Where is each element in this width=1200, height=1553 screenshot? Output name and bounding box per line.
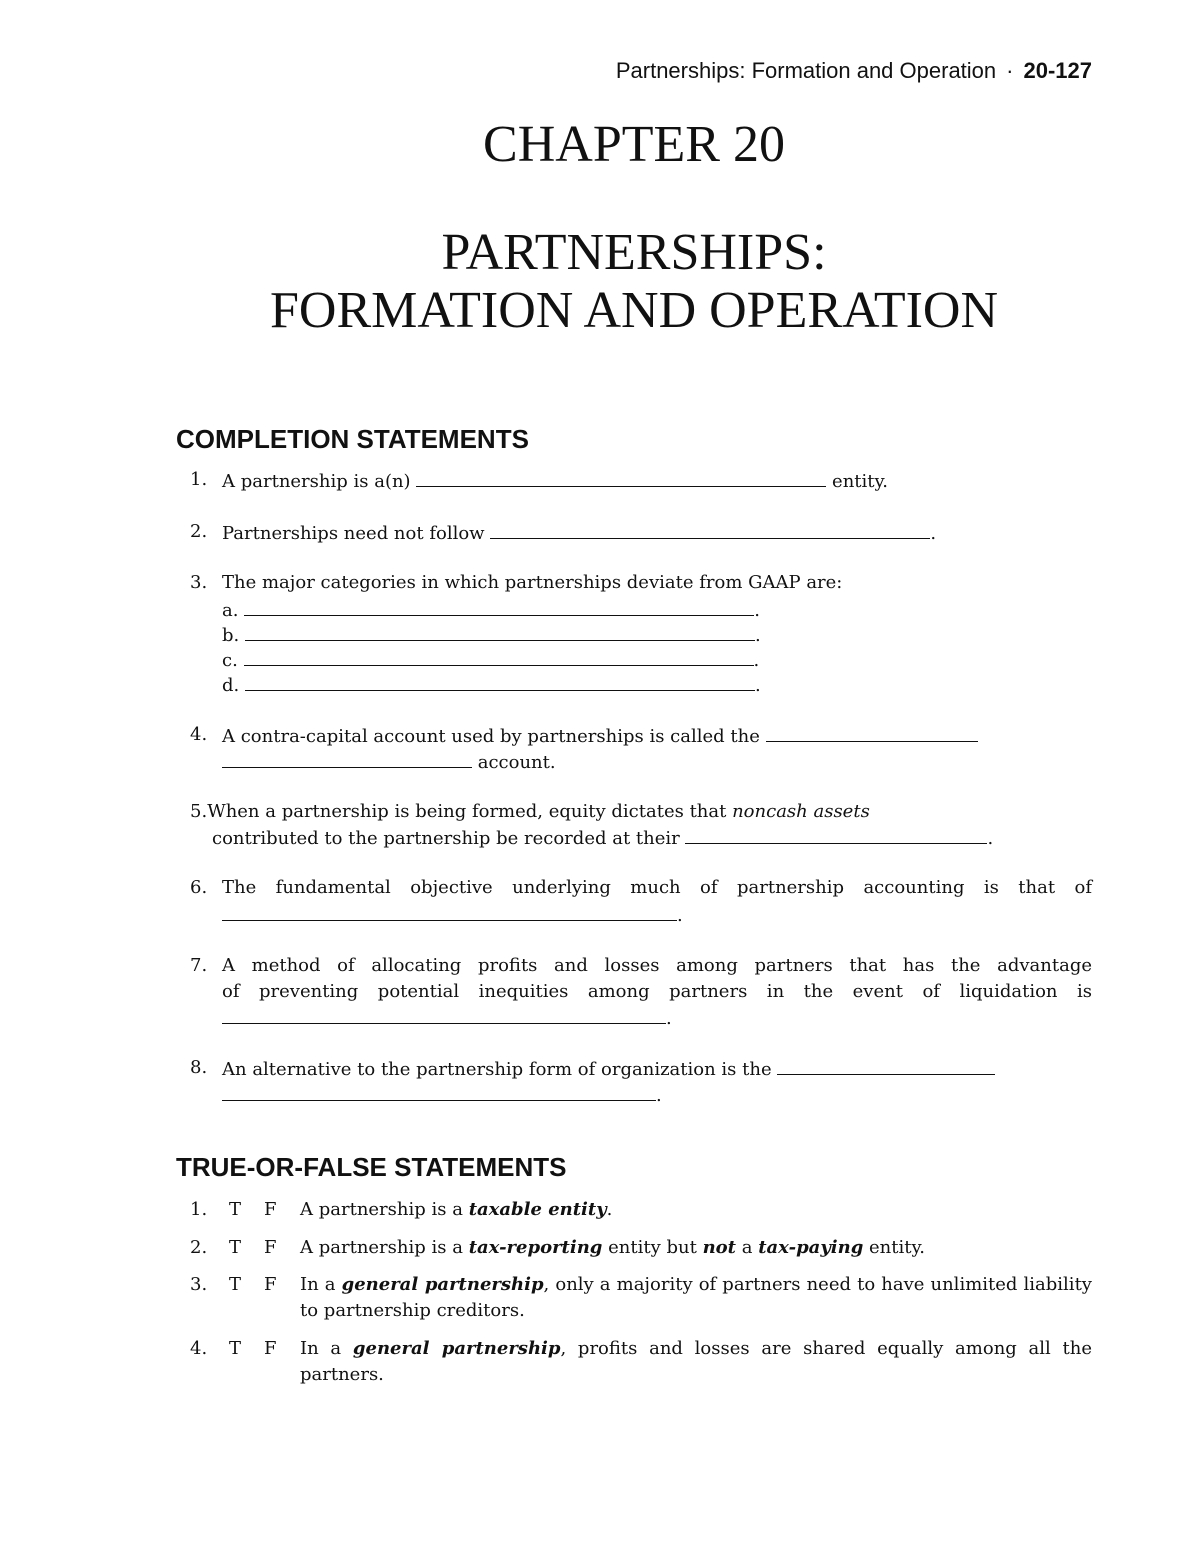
page-number: 20-127 [1023,58,1092,83]
tf-q3-pre: In a [300,1274,336,1295]
tf-q4-pre: In a [300,1338,342,1359]
tf-q2-pre: A partnership is a [300,1237,463,1258]
tf-q3-text [300,1272,1092,1324]
q3-number: 3. [190,572,208,593]
tf-q1-true-option[interactable]: T [229,1199,242,1220]
completion-heading: COMPLETION STATEMENTS [176,424,529,454]
q7-line3 [222,1005,672,1031]
q1-pre: A partnership is a(n) [222,471,411,492]
q7-number: 7. [190,955,208,976]
q8-line2 [222,1082,662,1108]
tf-q4-line1-post: , profits and losses are shared equally among all [560,1338,1051,1359]
q3-item-b-label: b. [222,625,240,646]
tf-q2-number: 2. [190,1237,208,1258]
q7-line1: A method of allocating profits and losses among partners that has the advantage [222,955,1092,976]
tf-q3-false-option[interactable]: F [264,1274,277,1295]
q4-blank-2[interactable] [222,749,472,768]
q6-post: . [677,905,683,926]
q1-number: 1. [190,469,208,490]
q1-text [222,468,888,494]
q8-post: . [656,1085,662,1106]
q3-item-c [222,647,759,673]
q3-item-d [222,672,761,698]
q8-line1 [222,1056,995,1082]
tf-q4-false-option[interactable]: F [264,1338,277,1359]
tf-q1-emphasis: taxable entity [468,1199,607,1220]
tf-q3-number: 3. [190,1274,208,1295]
tf-q3-line1-post: , only a majority of partners need to have [543,1274,925,1295]
tf-q2-false-option[interactable]: F [264,1237,277,1258]
tf-q4-emphasis: general partnership [352,1338,561,1359]
chapter-title-line2: FORMATION AND OPERATION [269,282,999,339]
q3-blank-b[interactable] [245,622,755,641]
q8-pre: An alternative to the partnership form of organization is the [222,1059,772,1080]
tf-q3-line2: unlimited liability to partnership creditors. [300,1274,1092,1321]
q5-line2 [212,825,993,851]
tf-q2-mid-1: entity but [608,1237,697,1258]
q4-number: 4. [190,724,208,745]
tf-q2-true-option[interactable]: T [229,1237,242,1258]
q7-blank[interactable] [222,1005,666,1024]
q7-line2: of preventing potential inequities among partners in the event of liquidation is [222,981,1092,1002]
q3-item-c-label: c. [222,650,238,671]
q4-post: account. [477,752,556,773]
q3-blank-c[interactable] [244,647,754,666]
tf-q3-true-option[interactable]: T [229,1274,242,1295]
tf-q2-emphasis-2: not [702,1237,736,1258]
tf-q2-text [300,1235,1092,1261]
q3-item-a-end: . [754,600,760,621]
tf-q1-number: 1. [190,1199,208,1220]
tf-q4-text [300,1336,1092,1388]
q3-blank-a[interactable] [244,597,754,616]
tf-q1-post: . [606,1199,613,1220]
q1-post: entity. [832,471,889,492]
q4-line2 [222,749,556,775]
running-title: Partnerships: Formation and Operation [615,58,997,83]
q5-pre: When a partnership is being formed, equity dictates that [207,801,727,822]
q8-blank-1[interactable] [777,1056,995,1075]
chapter-title-line1: PARTNERSHIPS: [441,224,827,281]
q3-item-c-end: . [753,650,760,671]
q6-blank[interactable] [222,902,677,921]
header-separator: · [1006,58,1014,83]
tf-q4-number: 4. [190,1338,208,1359]
q5-number: 5. [190,801,208,822]
q4-blank-1[interactable] [766,723,978,742]
q3-item-b [222,622,761,648]
tf-q2-post: entity. [869,1237,925,1258]
tf-q1-pre: A partnership is a [300,1199,463,1220]
tf-q3-emphasis: general partnership [341,1274,544,1295]
q3-item-a [222,597,760,623]
tf-q2-emphasis-1: tax-reporting [468,1237,603,1258]
q1-blank[interactable] [416,468,826,487]
q3-item-d-label: d. [222,675,240,696]
q2-post: . [930,523,937,544]
q3-item-d-end: . [754,675,761,696]
q2-pre: Partnerships need not follow [222,523,485,544]
q5-line2-text: contributed to the partnership be recorded at their [212,828,680,849]
tf-q4-line2: the partners. [300,1338,1092,1385]
q5-blank[interactable] [685,825,987,844]
true-false-heading: TRUE-OR-FALSE STATEMENTS [176,1152,567,1182]
q4-line1 [222,723,978,749]
tf-q2-emphasis-3: tax-paying [758,1237,864,1258]
q8-blank-2[interactable] [222,1082,656,1101]
q4-pre: A contra-capital account used by partnerships is called the [222,726,760,747]
q3-text: The major categories in which partnerships deviate from GAAP are: [222,572,843,593]
q2-blank[interactable] [490,520,930,539]
q6-number: 6. [190,877,208,898]
q3-item-a-label: a. [222,600,239,621]
q5-post: . [987,828,994,849]
q7-post: . [666,1008,672,1029]
q3-item-b-end: . [754,625,761,646]
running-header [616,58,1092,84]
q3-blank-d[interactable] [245,672,755,691]
tf-q2-mid-2: a [741,1237,753,1258]
chapter-label: CHAPTER 20 [483,116,785,173]
q5-emphasis: noncash assets [732,801,870,822]
tf-q1-text [300,1197,1092,1223]
q6-line1: The fundamental objective underlying much of partnership accounting is that of [222,877,1092,898]
tf-q4-true-option[interactable]: T [229,1338,242,1359]
q2-text [222,520,936,546]
q8-number: 8. [190,1057,208,1078]
q6-line2 [222,902,683,928]
tf-q1-false-option[interactable]: F [264,1199,277,1220]
completion-q5 [190,800,870,824]
q2-number: 2. [190,521,208,542]
